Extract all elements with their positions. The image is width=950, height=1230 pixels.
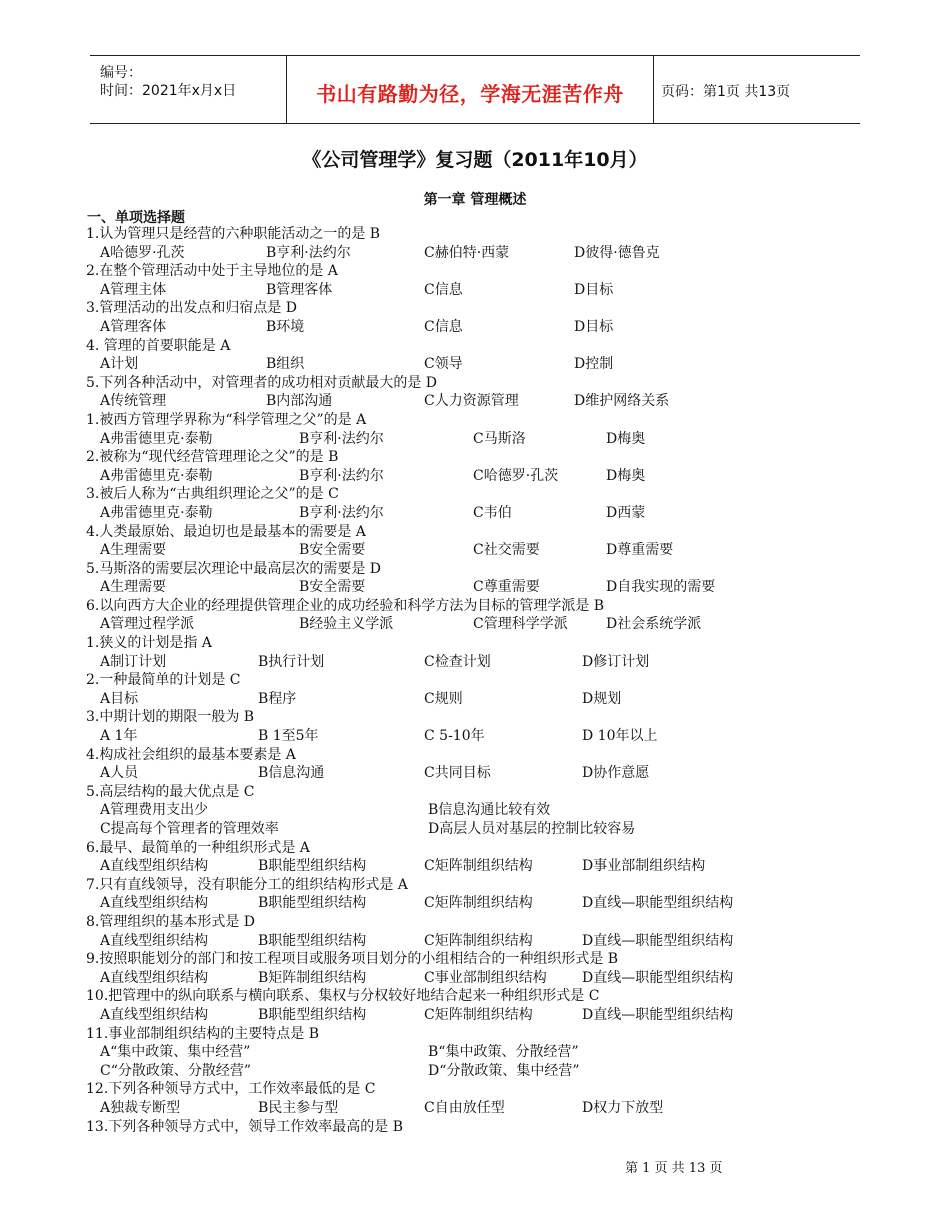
option-a: A直线型组织结构 [100, 858, 209, 875]
option-a: A哈德罗·孔茨 [100, 244, 185, 261]
option-d: D尊重需要 [606, 542, 674, 559]
option-a: A直线型组织结构 [100, 895, 209, 912]
option-c: C规则 [424, 690, 463, 707]
question-text: 2.在整个管理活动中处于主导地位的是 A [86, 263, 338, 280]
option-row [86, 1043, 786, 1062]
option-d: D彼得·德鲁克 [574, 244, 660, 261]
option-d: D高层人员对基层的控制比较容易 [428, 821, 636, 837]
option-c: C检查计划 [424, 653, 491, 670]
option-c: C自由放任型 [424, 1099, 505, 1116]
option-d: D维护网络关系 [574, 393, 670, 410]
option-row [86, 578, 786, 597]
option-a: A人员 [100, 765, 139, 782]
header-info-cell [90, 56, 286, 123]
option-c: C管理科学学派 [473, 616, 568, 633]
header-motto-cell [286, 56, 654, 123]
option-c: C信息 [424, 281, 463, 298]
option-row [86, 932, 786, 951]
option-c: C社交需要 [473, 542, 540, 559]
option-b: B民主参与型 [258, 1099, 339, 1116]
option-a: A弗雷德里克·泰勒 [100, 430, 213, 447]
question-text: 5.高层结构的最大优点是 C [86, 783, 255, 800]
question-text: 2.一种最简单的计划是 C [86, 672, 241, 689]
option-row [86, 857, 786, 876]
option-d: D协作意愿 [582, 765, 650, 782]
chapter-heading: 第一章 管理概述 [423, 192, 527, 208]
option-b: B程序 [258, 690, 297, 707]
option-c: C信息 [424, 318, 463, 335]
question-text: 3.中期计划的期限一般为 B [86, 709, 255, 726]
option-b: B职能型组织结构 [258, 1006, 367, 1023]
option-b: B亨利·法约尔 [299, 504, 384, 521]
question-text: 5.马斯洛的需要层次理论中最高层次的需要是 D [86, 560, 382, 577]
option-c: C矩阵制组织结构 [424, 895, 533, 912]
document-title: 《公司管理学》复习题（2011年10月） [302, 149, 648, 171]
option-row [86, 467, 786, 486]
option-c: C哈德罗·孔茨 [473, 467, 559, 484]
option-b: B管理客体 [266, 281, 333, 298]
option-c: C矩阵制组织结构 [424, 932, 533, 949]
option-b: B信息沟通 [258, 765, 325, 782]
option-b: B职能型组织结构 [258, 858, 367, 875]
question-text: 11.事业部制组织结构的主要特点是 B [86, 1025, 320, 1042]
option-row [86, 1006, 786, 1025]
option-b: B内部沟通 [266, 393, 333, 410]
question-text: 7.只有直线领导，没有职能分工的组织结构形式是 A [86, 876, 408, 893]
question-list [86, 225, 786, 1136]
option-b: B信息沟通比较有效 [428, 802, 551, 819]
question-text: 13.下列各种领导方式中，领导工作效率最高的是 B [86, 1118, 404, 1135]
option-b: B职能型组织结构 [258, 895, 367, 912]
page-info: 页码：第1页 共13页 [661, 84, 791, 100]
option-row [86, 969, 786, 988]
question-text: 2.被称为“现代经营管理理论之父”的是 B [86, 449, 339, 466]
option-a: A生理需要 [100, 579, 167, 596]
option-a: A管理客体 [100, 318, 167, 335]
option-d: D目标 [574, 281, 614, 298]
question-text: 10.把管理中的纵向联系与横向联系、集权与分权较好地结合起来一种组织形式是 C [86, 988, 600, 1005]
option-a: A弗雷德里克·泰勒 [100, 504, 213, 521]
option-row [86, 764, 786, 783]
page-footer: 第 1 页 共 13 页 [625, 1161, 723, 1176]
option-a: A直线型组织结构 [100, 969, 209, 986]
option-c: C提高每个管理者的管理效率 [100, 821, 279, 837]
option-b: B经验主义学派 [299, 616, 394, 633]
option-b: B执行计划 [258, 653, 325, 670]
number-label: 编号： [100, 65, 142, 81]
option-a: A直线型组织结构 [100, 1006, 209, 1023]
option-row [86, 894, 786, 913]
option-d: D目标 [574, 318, 614, 335]
question-text: 9.按照职能划分的部门和按工程项目或服务项目划分的小组相结合的一种组织形式是 B [86, 951, 619, 968]
option-a: A管理费用支出少 [100, 802, 209, 819]
motto-text: 书山有路勤为径，学海无涯苦作舟 [316, 82, 624, 106]
question-text: 12.下列各种领导方式中，工作效率最低的是 C [86, 1081, 376, 1098]
option-row [86, 801, 786, 820]
option-b: B亨利·法约尔 [299, 467, 384, 484]
option-a: A传统管理 [100, 393, 167, 410]
option-row [86, 504, 786, 523]
option-b: B亨利·法约尔 [266, 244, 351, 261]
question-text: 8.管理组织的基本形式是 D [86, 913, 256, 930]
option-d: D直线—职能型组织结构 [582, 895, 734, 912]
option-a: A计划 [100, 356, 139, 373]
option-c: C韦伯 [473, 504, 512, 521]
option-row [86, 281, 786, 300]
section-heading: 一、单项选择题 [87, 210, 185, 226]
option-c: C 5-10年 [424, 728, 485, 745]
option-d: D直线—职能型组织结构 [582, 932, 734, 949]
question-text: 1.狭义的计划是指 A [86, 635, 212, 652]
question-text: 1.被西方管理学界称为“科学管理之父”的是 A [86, 411, 367, 428]
option-d: D 10年以上 [582, 728, 658, 745]
question-text: 6.最早、最简单的一种组织形式是 A [86, 839, 310, 856]
question-text: 6.以向西方大企业的经理提供管理企业的成功经验和科学方法为目标的管理学派是 B [86, 597, 605, 614]
option-row [86, 541, 786, 560]
option-c: C人力资源管理 [424, 393, 519, 410]
option-row [86, 820, 786, 839]
option-d: D直线—职能型组织结构 [582, 1006, 734, 1023]
option-c: C矩阵制组织结构 [424, 858, 533, 875]
option-d: D事业部制组织结构 [582, 858, 706, 875]
option-a: A目标 [100, 690, 139, 707]
option-d: D“分散政策、集中经营” [428, 1062, 580, 1079]
option-c: C共同目标 [424, 765, 491, 782]
option-d: D修订计划 [582, 653, 650, 670]
option-row [86, 653, 786, 672]
option-row [86, 355, 786, 374]
option-b: B组织 [266, 356, 305, 373]
question-text: 4. 管理的首要职能是 A [86, 337, 231, 354]
option-row [86, 318, 786, 337]
option-row [86, 1099, 786, 1118]
option-row [86, 1062, 786, 1081]
option-row [86, 615, 786, 634]
option-b: B职能型组织结构 [258, 932, 367, 949]
option-row [86, 690, 786, 709]
option-b: B 1至5年 [258, 728, 319, 745]
option-b: B亨利·法约尔 [299, 430, 384, 447]
option-c: C“分散政策、分散经营” [100, 1062, 252, 1079]
option-row [86, 392, 786, 411]
option-row [86, 430, 786, 449]
question-text: 5.下列各种活动中，对管理者的成功相对贡献最大的是 D [86, 374, 438, 391]
option-a: A弗雷德里克·泰勒 [100, 467, 213, 484]
option-d: D自我实现的需要 [606, 579, 716, 596]
option-d: D控制 [574, 356, 614, 373]
option-row [86, 244, 786, 263]
question-text: 4.人类最原始、最迫切也是最基本的需要是 A [86, 523, 366, 540]
option-c: C事业部制组织结构 [424, 969, 547, 986]
document-header [90, 55, 860, 124]
option-d: D直线—职能型组织结构 [582, 969, 734, 986]
option-b: B安全需要 [299, 542, 366, 559]
option-a: A“集中政策、集中经营” [100, 1044, 251, 1061]
question-text: 3.管理活动的出发点和归宿点是 D [86, 300, 298, 317]
option-d: D梅奥 [606, 430, 646, 447]
option-b: B矩阵制组织结构 [258, 969, 367, 986]
option-c: C马斯洛 [473, 430, 526, 447]
question-text: 3.被后人称为“古典组织理论之父”的是 C [86, 486, 339, 503]
option-d: D权力下放型 [582, 1099, 664, 1116]
option-c: C领导 [424, 356, 463, 373]
option-d: D梅奥 [606, 467, 646, 484]
option-a: A独裁专断型 [100, 1099, 181, 1116]
option-c: C矩阵制组织结构 [424, 1006, 533, 1023]
header-page-cell [653, 56, 860, 123]
option-a: A管理主体 [100, 281, 167, 298]
option-c: C赫伯特·西蒙 [424, 244, 510, 261]
option-d: D西蒙 [606, 504, 646, 521]
time-label: 时间：2021年x月x日 [100, 83, 237, 99]
option-a: A直线型组织结构 [100, 932, 209, 949]
question-text: 4.构成社会组织的最基本要素是 A [86, 746, 296, 763]
option-a: A管理过程学派 [100, 616, 195, 633]
option-row [86, 727, 786, 746]
option-b: B“集中政策、分散经营” [428, 1044, 579, 1061]
option-c: C尊重需要 [473, 579, 540, 596]
question-text: 1.认为管理只是经营的六种职能活动之一的是 B [86, 226, 381, 242]
option-a: A生理需要 [100, 542, 167, 559]
option-a: A 1年 [100, 728, 138, 745]
option-a: A制订计划 [100, 653, 167, 670]
option-d: D社会系统学派 [606, 616, 702, 633]
option-b: B环境 [266, 318, 305, 335]
option-b: B安全需要 [299, 579, 366, 596]
option-d: D规划 [582, 690, 622, 707]
